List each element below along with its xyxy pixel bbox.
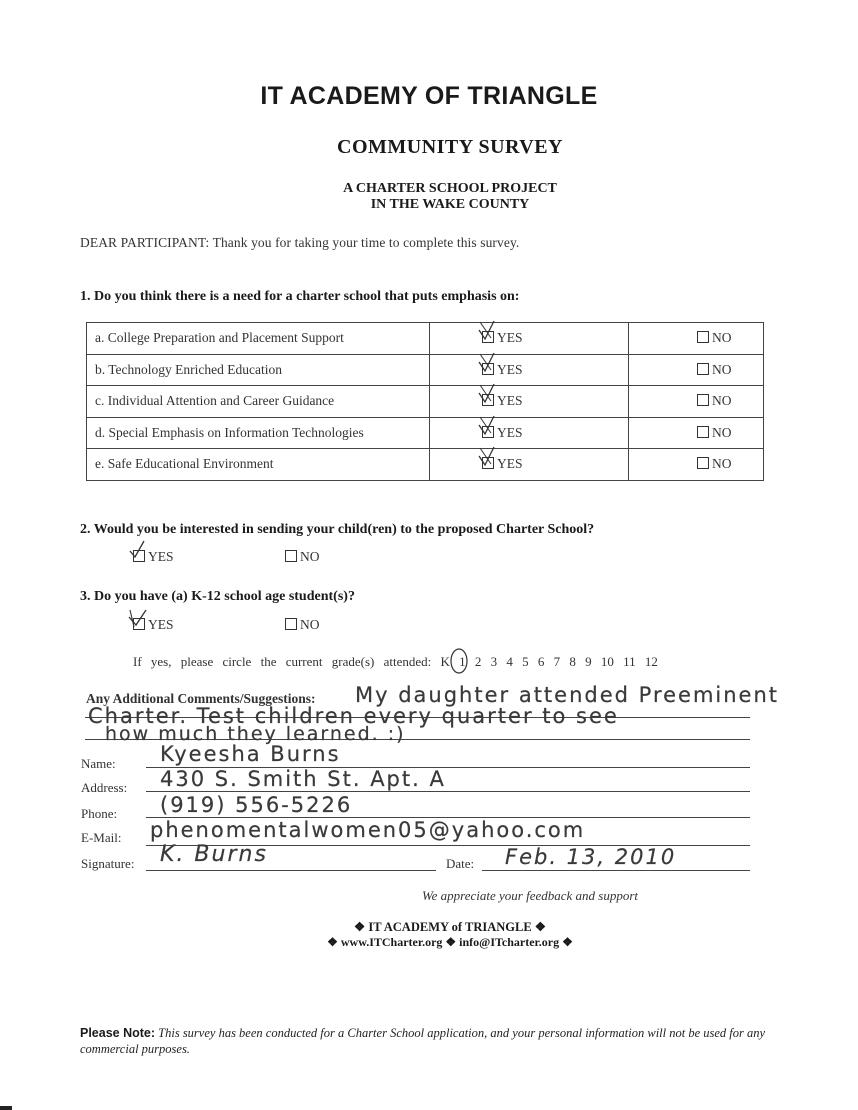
yes-label: YES [497, 424, 523, 440]
greeting-text: DEAR PARTICIPANT: Thank you for taking your time to complete this survey. [80, 235, 520, 250]
q3-yes-label: YES [148, 617, 174, 632]
table-row [87, 386, 764, 418]
survey-title: IT ACADEMY OF TRIANGLE [260, 82, 598, 110]
name-value[interactable]: Kyeesha Burns [160, 742, 341, 766]
q2-yes-checkbox[interactable] [133, 550, 145, 562]
appreciation-text: We appreciate your feedback and support [421, 888, 639, 903]
grade-prompt: If yes, please circle the current grade(s) attended: [133, 654, 432, 669]
address-label: Address: [81, 780, 128, 795]
no-label: NO [712, 456, 732, 472]
name-label: Name: [81, 756, 116, 771]
table-row [87, 354, 764, 386]
yes-option[interactable] [430, 386, 629, 418]
check-mark-icon [477, 446, 497, 468]
note-label: Please Note: [80, 1026, 156, 1040]
grade-circle-mark [449, 647, 469, 675]
no-label: NO [712, 330, 732, 346]
date-line [482, 870, 750, 871]
privacy-note [80, 1025, 820, 1057]
q3-no-checkbox[interactable] [285, 618, 297, 630]
date-value[interactable]: Feb. 13, 2010 [505, 845, 677, 869]
row-label: d. Special Emphasis on Information Technologies [87, 417, 430, 449]
signature-line [146, 870, 436, 871]
row-label: b. Technology Enriched Education [87, 354, 430, 386]
address-line [146, 791, 750, 792]
q3-no-option[interactable] [285, 617, 320, 633]
question-3: 3. Do you have (a) K-12 school age student(s)? [80, 589, 355, 604]
no-option[interactable] [629, 449, 764, 481]
no-checkbox[interactable] [697, 457, 709, 469]
check-mark-icon [477, 320, 497, 342]
question-2: 2. Would you be interested in sending your child(ren) to the proposed Charter School? [80, 522, 595, 537]
note-text: This survey has been conducted for a Charter School application, and your personal information will not be used for any commercial purposes. [80, 1026, 766, 1056]
no-label: NO [712, 424, 732, 440]
q3-no-label: NO [300, 617, 320, 632]
signature-label: Signature: [81, 856, 135, 871]
project-line-1: A CHARTER SCHOOL PROJECT [343, 181, 557, 196]
no-option[interactable] [629, 386, 764, 418]
phone-label: Phone: [81, 806, 118, 821]
row-label: a. College Preparation and Placement Support [87, 323, 430, 355]
table-row [87, 449, 764, 481]
comment-text-1: My daughter attended Preeminent [355, 683, 780, 707]
row-label: c. Individual Attention and Career Guidance [87, 386, 430, 418]
project-line-2: IN THE WAKE COUNTY [370, 197, 530, 212]
yes-option[interactable] [430, 354, 629, 386]
question-1: 1. Do you think there is a need for a charter school that puts emphasis on: [80, 289, 520, 304]
no-checkbox[interactable] [697, 426, 709, 438]
check-mark-icon [477, 415, 497, 437]
org-line: ❖ IT ACADEMY of TRIANGLE ❖ [354, 920, 546, 934]
no-label: NO [712, 393, 732, 409]
yes-checkbox[interactable] [482, 426, 494, 438]
q2-yes-label: YES [148, 549, 174, 564]
scan-corner-mark [0, 1106, 12, 1110]
no-checkbox[interactable] [697, 394, 709, 406]
q3-yes-checkbox[interactable] [133, 618, 145, 630]
check-mark-icon [128, 607, 148, 629]
comments-label: Any Additional Comments/Suggestions: [86, 691, 316, 706]
phone-value[interactable]: (919) 556-5226 [160, 793, 353, 817]
yes-option[interactable] [430, 449, 629, 481]
no-checkbox[interactable] [697, 363, 709, 375]
email-label: E-Mail: [81, 830, 122, 845]
contact-line: ❖ www.ITCharter.org ❖ info@ITcharter.org ❖ [327, 935, 573, 949]
yes-option[interactable] [430, 323, 629, 355]
yes-label: YES [497, 393, 523, 409]
address-value[interactable]: 430 S. Smith St. Apt. A [160, 767, 446, 791]
check-mark-icon [128, 539, 148, 561]
date-label: Date: [446, 856, 475, 871]
q2-no-label: NO [300, 549, 320, 564]
no-checkbox[interactable] [697, 331, 709, 343]
comment-text-3: how much they learned. :) [105, 723, 406, 745]
q2-no-option[interactable] [285, 549, 320, 565]
no-option[interactable] [629, 323, 764, 355]
yes-label: YES [497, 456, 523, 472]
q2-no-checkbox[interactable] [285, 550, 297, 562]
survey-subtitle: COMMUNITY SURVEY [337, 136, 563, 158]
yes-checkbox[interactable] [482, 331, 494, 343]
row-label: e. Safe Educational Environment [87, 449, 430, 481]
yes-option[interactable] [430, 417, 629, 449]
signature-value[interactable]: K. Burns [160, 842, 268, 867]
q3-yes-option[interactable] [133, 617, 174, 633]
email-value[interactable]: phenomentalwomen05@yahoo.com [150, 818, 586, 842]
q2-yes-option[interactable] [133, 549, 174, 565]
yes-label: YES [497, 361, 523, 377]
project-heading [0, 181, 858, 213]
no-option[interactable] [629, 354, 764, 386]
yes-checkbox[interactable] [482, 363, 494, 375]
no-option[interactable] [629, 417, 764, 449]
check-mark-icon [477, 383, 497, 405]
yes-checkbox[interactable] [482, 457, 494, 469]
grade-list: K 1 2 3 4 5 6 7 8 9 10 11 12 [440, 654, 658, 669]
table-row [87, 323, 764, 355]
comment-text-2: Charter. Test children every quarter to see [88, 704, 619, 728]
emphasis-table [86, 322, 764, 481]
grade-selector[interactable] [133, 654, 658, 670]
yes-checkbox[interactable] [482, 394, 494, 406]
check-mark-icon [477, 352, 497, 374]
table-row [87, 417, 764, 449]
yes-label: YES [497, 330, 523, 346]
no-label: NO [712, 361, 732, 377]
